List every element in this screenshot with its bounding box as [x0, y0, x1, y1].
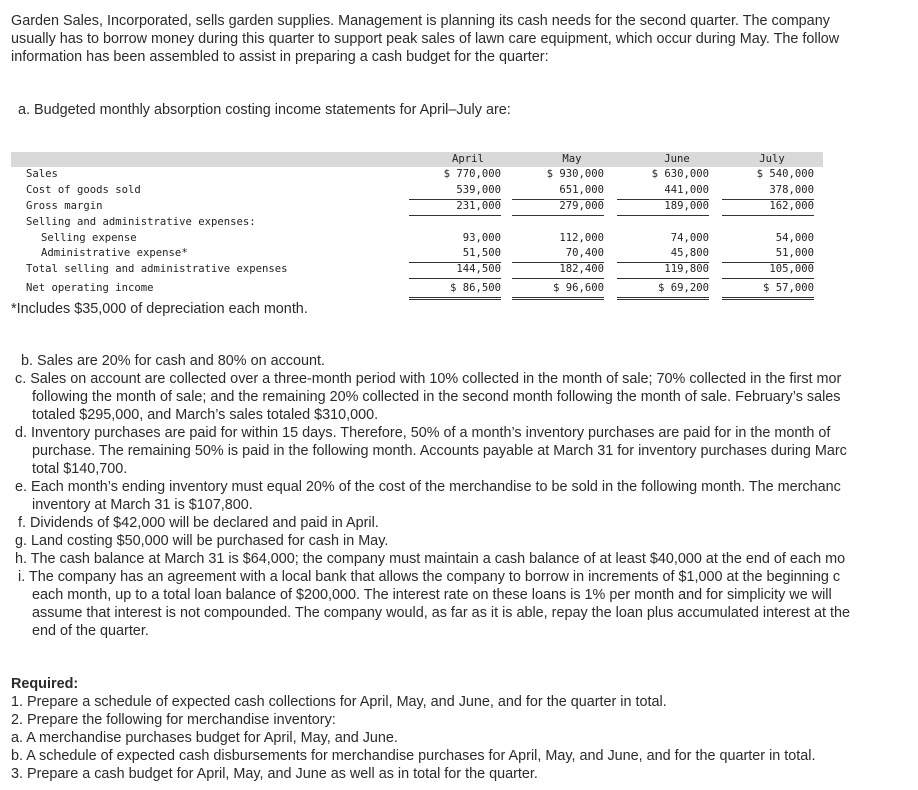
cell-june: 441,000	[664, 184, 709, 196]
cell-july: 51,000	[775, 247, 814, 259]
table-row-selling-expense	[11, 232, 823, 247]
double-underline	[409, 297, 501, 300]
cell-may: 182,400	[559, 263, 604, 275]
cell-april: 231,000	[456, 200, 501, 212]
table-row-cost-of-goods-sold	[11, 184, 823, 199]
cell-july: $ 57,000	[762, 282, 814, 294]
row-label: Total selling and administrative expenses	[26, 263, 288, 275]
item-i-line-4: end of the quarter.	[32, 623, 149, 639]
item-f-line-1: f. Dividends of $42,000 will be declared and paid in April.	[18, 515, 379, 531]
cell-june: $ 69,200	[657, 282, 709, 294]
cell-june: 119,800	[664, 263, 709, 275]
row-label: Cost of goods sold	[26, 184, 141, 196]
column-header-may: May	[562, 153, 582, 165]
cell-july: 378,000	[769, 184, 814, 196]
cell-april: 51,500	[462, 247, 501, 259]
row-label: Gross margin	[26, 200, 103, 212]
cell-june: $ 630,000	[651, 168, 709, 180]
cell-july: $ 540,000	[756, 168, 814, 180]
cell-june: 74,000	[670, 232, 709, 244]
intro-line-3: information has been assembled to assist in preparing a cash budget for the quarter:	[11, 49, 549, 65]
cell-july: 162,000	[769, 200, 814, 212]
underline	[722, 278, 814, 279]
row-label: Selling and administrative expenses:	[26, 216, 256, 228]
table-row-gross-margin	[11, 200, 823, 215]
item-a-text: a. Budgeted monthly absorption costing income statements for April–July are:	[18, 102, 511, 118]
cell-june: 189,000	[664, 200, 709, 212]
cell-may: $ 930,000	[546, 168, 604, 180]
cell-june: 45,800	[670, 247, 709, 259]
column-header-june: June	[664, 153, 690, 165]
item-d-line-1: d. Inventory purchases are paid for within 15 days. Therefore, 50% of a month’s inventory purchases are paid for in the month of	[15, 425, 831, 441]
cell-may: 651,000	[559, 184, 604, 196]
item-g-line-1: g. Land costing $50,000 will be purchased for cash in May.	[15, 533, 389, 549]
column-header-july: July	[759, 153, 785, 165]
table-row-sales	[11, 168, 823, 183]
row-label: Selling expense	[41, 232, 137, 244]
item-i-line-3: assume that interest is not compounded. The company would, as far as it is able, repay the loan plus accumulated interest at the	[32, 605, 851, 621]
cell-may: 70,400	[565, 247, 604, 259]
table-row-net-operating-income	[11, 282, 823, 297]
required-line-3: 3. Prepare a cash budget for April, May, and June as well as in total for the quarter.	[11, 766, 538, 782]
item-b-line-1: b. Sales are 20% for cash and 80% on account.	[21, 353, 325, 369]
cell-may: 112,000	[559, 232, 604, 244]
required-line-2b: b. A schedule of expected cash disbursements for merchandise purchases for April, May, and June, and for the quarter in total.	[11, 748, 816, 764]
cell-july: 54,000	[775, 232, 814, 244]
item-h-line-1: h. The cash balance at March 31 is $64,000; the company must maintain a cash balance of at least $40,000 at the end of each mo	[15, 551, 846, 567]
item-d-line-3: total $140,700.	[32, 461, 128, 477]
cell-may: 279,000	[559, 200, 604, 212]
table-row-total-sa	[11, 263, 823, 278]
row-label: Sales	[26, 168, 58, 180]
item-c-line-3: totaled $295,000, and March’s sales totaled $310,000.	[32, 407, 379, 423]
item-e-line-2: inventory at March 31 is $107,800.	[32, 497, 253, 513]
underline	[512, 278, 604, 279]
table-row-sa-heading	[11, 216, 823, 231]
row-label: Net operating income	[26, 282, 154, 294]
cell-april: $ 770,000	[443, 168, 501, 180]
double-underline	[722, 297, 814, 300]
income-statement-table	[11, 152, 823, 298]
item-d-line-2: purchase. The remaining 50% is paid in the following month. Accounts payable at March 31 for inventory purchases during Marc	[32, 443, 847, 459]
required-line-1: 1. Prepare a schedule of expected cash collections for April, May, and June, and for the quarter in total.	[11, 694, 667, 710]
item-c-line-2: following the month of sale; and the remaining 20% collected in the second month following the month of sale. February’s sales	[32, 389, 841, 405]
item-e-line-1: e. Each month’s ending inventory must equal 20% of the cost of the merchandise to be sold in the following month. The merchanc	[15, 479, 841, 495]
cell-april: $ 86,500	[449, 282, 501, 294]
cell-april: 144,500	[456, 263, 501, 275]
table-row-administrative-expense	[11, 247, 823, 262]
required-line-2a: a. A merchandise purchases budget for April, May, and June.	[11, 730, 398, 746]
item-i-line-2: each month, up to a total loan balance of $200,000. The interest rate on these loans is 1% per month and for simplicity we will	[32, 587, 832, 603]
row-label: Administrative expense*	[41, 247, 188, 259]
cell-july: 105,000	[769, 263, 814, 275]
intro-line-1: Garden Sales, Incorporated, sells garden supplies. Management is planning its cash needs for the second quarter. The company	[11, 13, 830, 29]
underline	[409, 278, 501, 279]
intro-line-2: usually has to borrow money during this quarter to support peak sales of lawn care equipment, which occur during May. The follow	[11, 31, 840, 47]
item-c-line-1: c. Sales on account are collected over a three-month period with 10% collected in the month of sale; 70% collected in the first mor	[15, 371, 842, 387]
double-underline	[512, 297, 604, 300]
column-header-april: April	[452, 153, 484, 165]
table-footnote: *Includes $35,000 of depreciation each month.	[11, 301, 308, 317]
item-i-line-1: i. The company has an agreement with a local bank that allows the company to borrow in increments of $1,000 at the beginning c	[18, 569, 841, 585]
required-line-2: 2. Prepare the following for merchandise inventory:	[11, 712, 336, 728]
cell-april: 539,000	[456, 184, 501, 196]
required-heading: Required:	[11, 676, 79, 692]
cell-may: $ 96,600	[552, 282, 604, 294]
underline	[617, 278, 709, 279]
cell-april: 93,000	[462, 232, 501, 244]
double-underline	[617, 297, 709, 300]
